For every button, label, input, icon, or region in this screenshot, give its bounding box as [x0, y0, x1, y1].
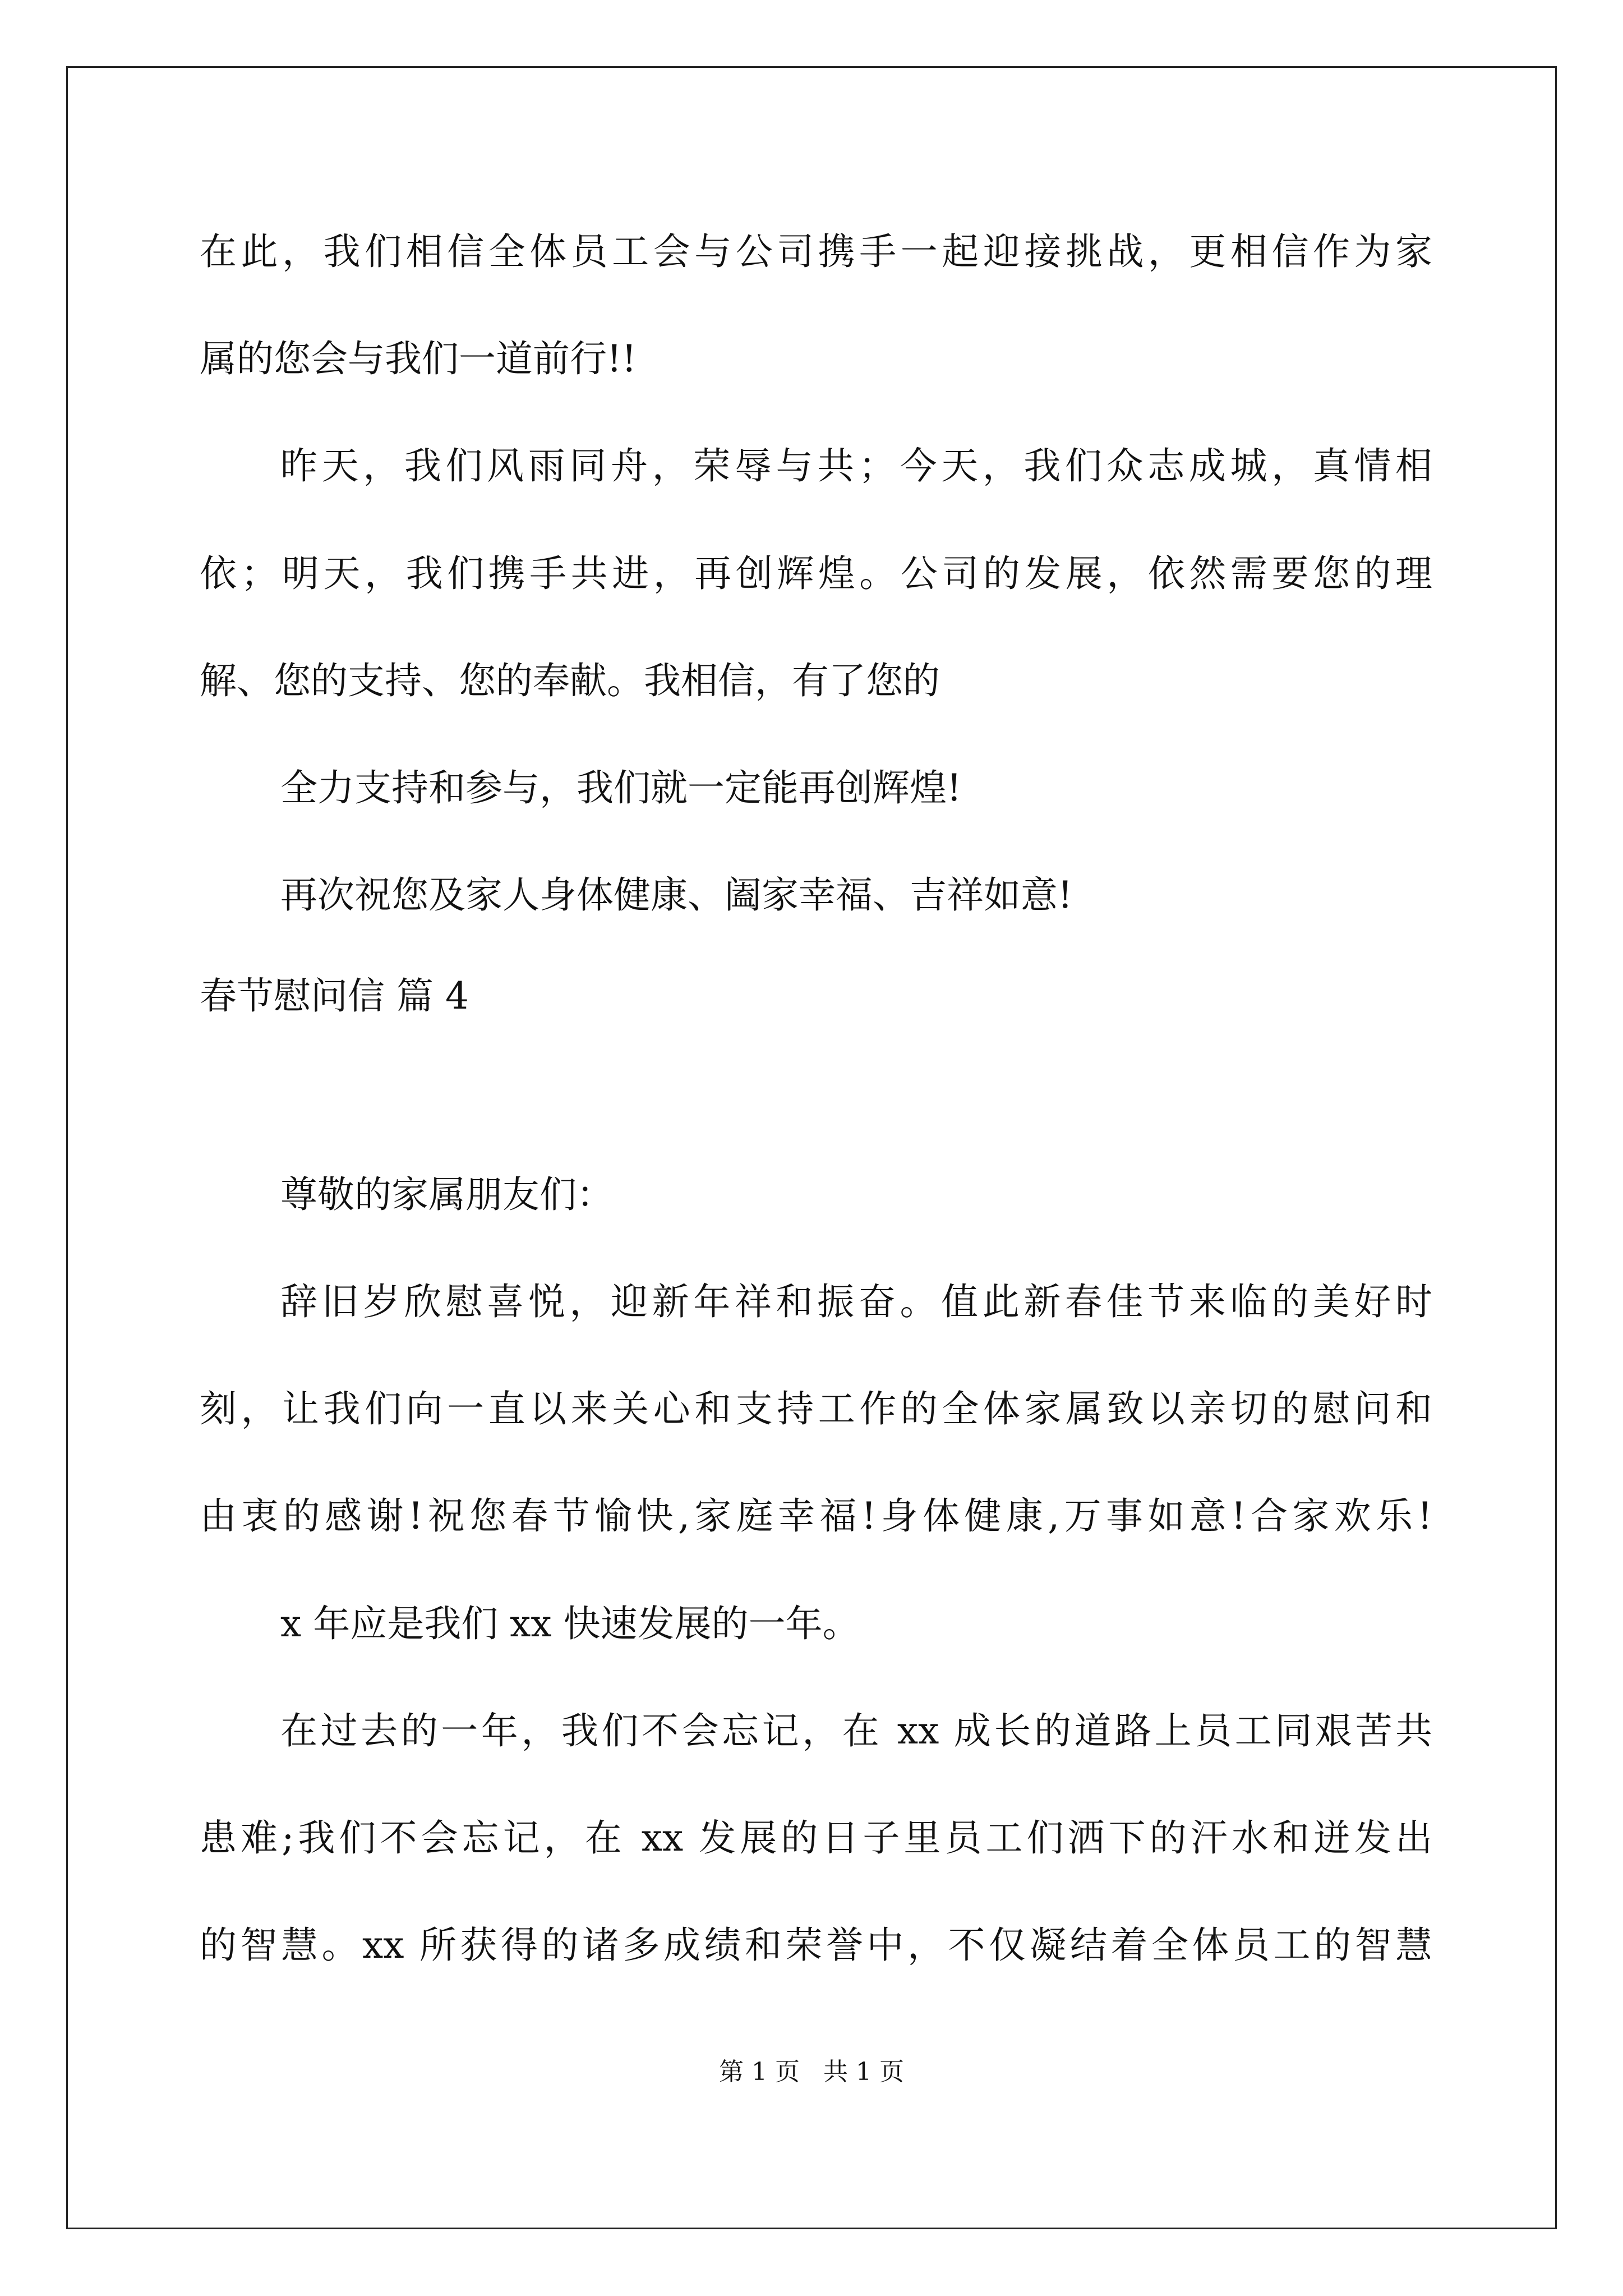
- body-line-7: 再次祝您及家人身体健康、阖家幸福、吉祥如意!: [280, 873, 1073, 917]
- page-border: [66, 66, 1557, 2229]
- body-line-5: 解、您的支持、您的奉献。我相信，有了您的: [200, 659, 940, 702]
- body-line-11: 刻，让我们向一直以来关心和支持工作的全体家属致以亲切的慰问和: [200, 1387, 1432, 1430]
- body-line-6: 全力支持和参与，我们就一定能再创辉煌!: [280, 766, 962, 809]
- body-line-3: 昨天，我们风雨同舟，荣辱与共；今天，我们众志成城，真情相: [280, 444, 1432, 487]
- body-line-12: 由衷的感谢!祝您春节愉快,家庭幸福!身体健康,万事如意!合家欢乐!: [200, 1494, 1432, 1538]
- body-line-14: 在过去的一年，我们不会忘记，在 xx 成长的道路上员工同艰苦共: [280, 1709, 1432, 1752]
- body-line-13: x 年应是我们 xx 快速发展的一年。: [280, 1602, 860, 1645]
- body-line-16: 的智慧。xx 所获得的诸多成绩和荣誉中，不仅凝结着全体员工的智慧: [200, 1924, 1432, 1967]
- body-line-15: 患难;我们不会忘记，在 xx 发展的日子里员工们洒下的汗水和迸发出: [200, 1816, 1432, 1860]
- section-heading: 春节慰问信 篇 4: [200, 974, 469, 1018]
- page-footer: 第 1 页 共 1 页: [719, 2058, 904, 2086]
- body-line-2: 属的您会与我们一道前行!!: [200, 337, 637, 380]
- body-line-1: 在此，我们相信全体员工会与公司携手一起迎接挑战，更相信作为家: [200, 230, 1432, 273]
- body-line-4: 依；明天，我们携手共进，再创辉煌。公司的发展，依然需要您的理: [200, 552, 1432, 595]
- body-line-10: 辞旧岁欣慰喜悦，迎新年祥和振奋。值此新春佳节来临的美好时: [280, 1280, 1432, 1323]
- salutation: 尊敬的家属朋友们：: [280, 1173, 614, 1216]
